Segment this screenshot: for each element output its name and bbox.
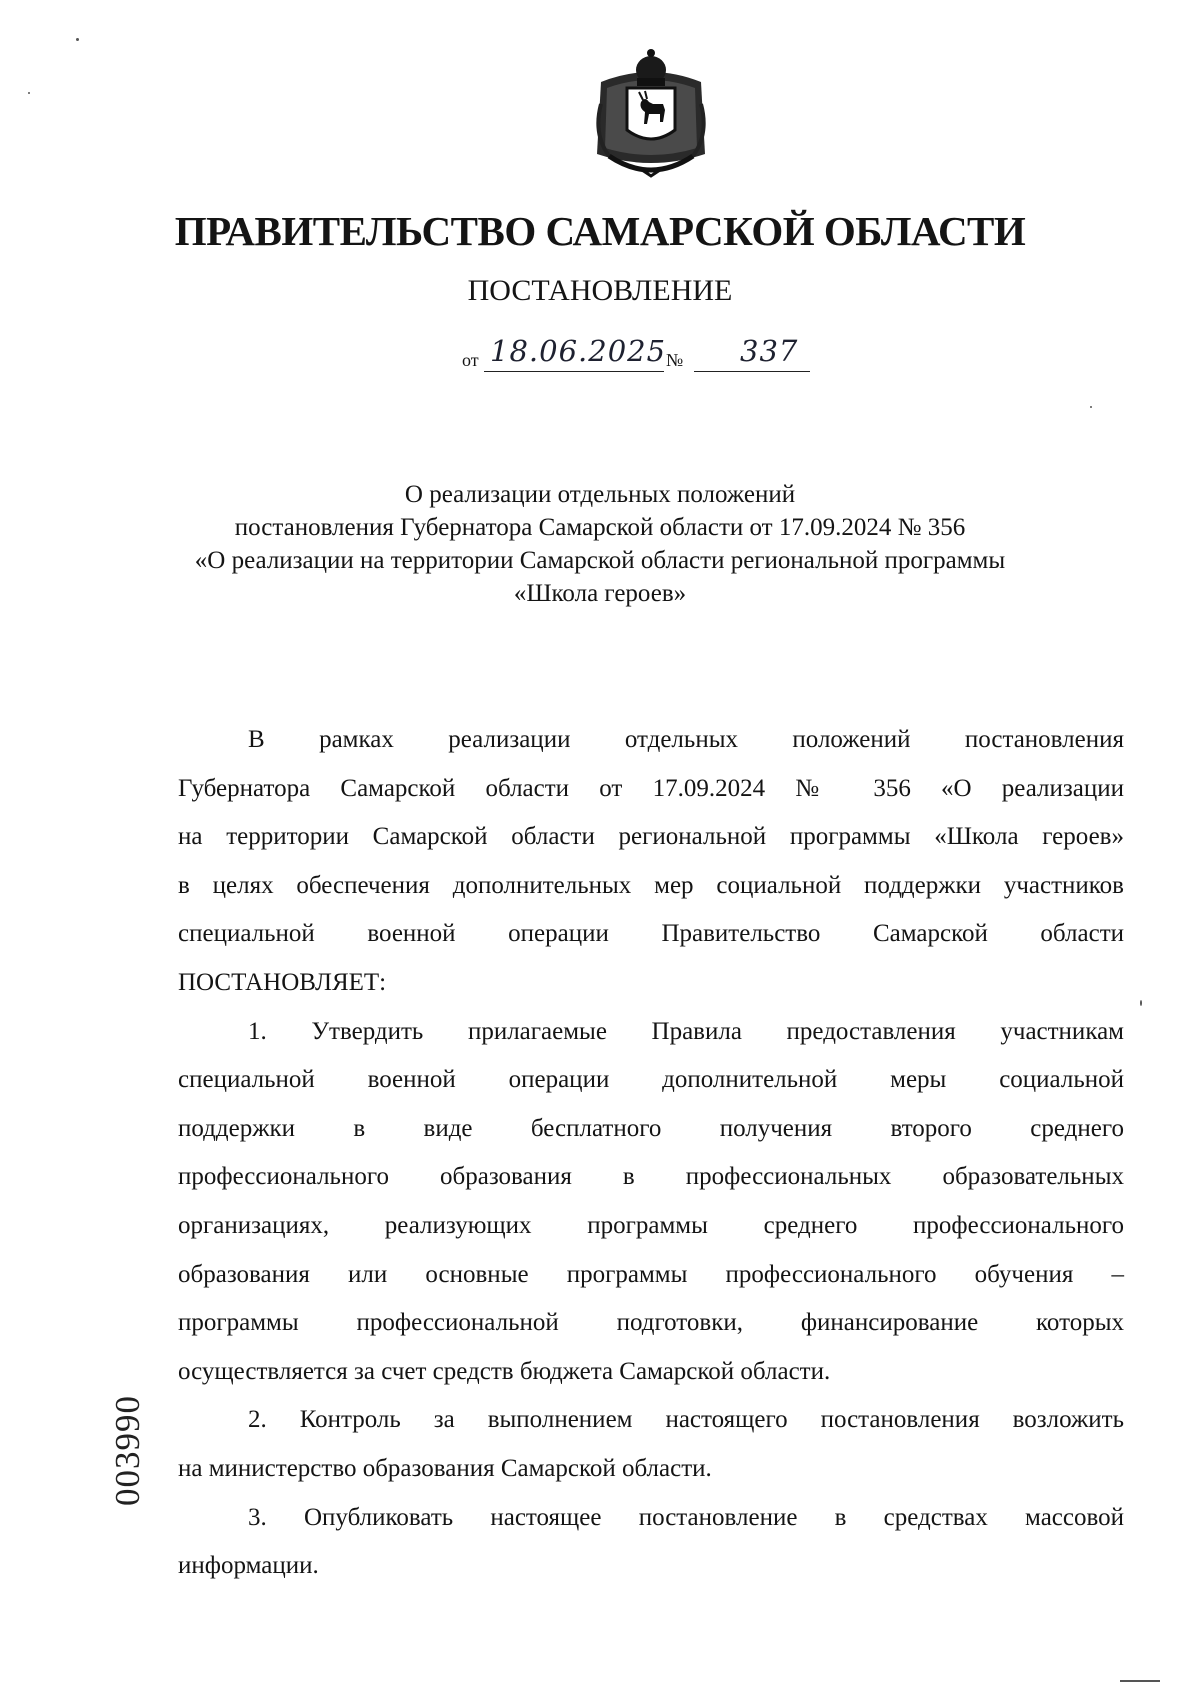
body-line: специальной военной операции Правительство Самарской области — [178, 920, 1124, 948]
body-line: 1. Утвердить прилагаемые Правила предоставления участникам — [248, 1017, 1124, 1045]
scan-speck — [76, 38, 79, 41]
preamble-paragraph — [178, 716, 1124, 1008]
number-prefix: № — [666, 350, 684, 370]
body-line: специальной военной операции дополнительной меры социальной — [178, 1066, 1124, 1094]
body-line: 3. Опубликовать настоящее постановление в средствах массовой — [248, 1503, 1124, 1531]
body-line: образования или основные программы профессионального обучения – — [178, 1260, 1124, 1288]
body-line: информации. — [178, 1552, 319, 1580]
organization-title: ПРАВИТЕЛЬСТВО САМАРСКОЙ ОБЛАСТИ — [174, 208, 1026, 254]
body-line: в целях обеспечения дополнительных мер социальной поддержки участников — [178, 871, 1124, 899]
body-line: ПОСТАНОВЛЯЕТ: — [178, 968, 387, 996]
clause-1-paragraph — [178, 1008, 1124, 1397]
number-underline — [694, 371, 810, 372]
subject-line: постановления Губернатора Самарской области от 17.09.2024 № 356 — [234, 514, 966, 541]
body-line: организациях, реализующих программы среднего профессионального — [178, 1211, 1124, 1239]
document-body — [178, 716, 1124, 1591]
clause-3-paragraph — [178, 1494, 1124, 1591]
body-line: Губернатора Самарской области от 17.09.2024 № 356 «О реализации — [178, 774, 1124, 802]
handwritten-date: 18.06.2025 — [490, 334, 667, 368]
body-line: на территории Самарской области региональной программы «Школа героев» — [178, 823, 1124, 851]
handwritten-number: 337 — [740, 334, 799, 368]
coat-of-arms-icon — [587, 44, 715, 180]
scan-speck — [1090, 406, 1092, 408]
clause-2-paragraph — [178, 1396, 1124, 1493]
body-line: В рамках реализации отдельных положений постановления — [248, 726, 1124, 753]
subject-line: «О реализации на территории Самарской области региональной программы — [194, 547, 1006, 574]
document-type: ПОСТАНОВЛЕНИЕ — [467, 274, 733, 307]
registration-stamp-number: 003990 — [108, 1395, 147, 1506]
scan-speck — [28, 92, 30, 94]
body-line: профессионального образования в профессиональных образовательных — [178, 1163, 1124, 1191]
date-prefix: от — [462, 350, 479, 370]
body-line: 2. Контроль за выполнением настоящего постановления возложить — [248, 1406, 1124, 1434]
subject-line: «Школа героев» — [513, 580, 687, 607]
scan-speck — [1140, 1000, 1142, 1006]
date-underline — [484, 371, 664, 372]
body-line: осуществляется за счет средств бюджета Самарской области. — [178, 1357, 831, 1385]
scan-speck — [1120, 1680, 1160, 1682]
body-line: на министерство образования Самарской области. — [178, 1454, 712, 1482]
body-line: программы профессиональной подготовки, финансирование которых — [178, 1309, 1124, 1337]
body-line: поддержки в виде бесплатного получения второго среднего — [178, 1114, 1124, 1142]
document-subject — [150, 478, 1050, 610]
subject-line: О реализации отдельных положений — [404, 481, 796, 508]
date-number-line — [462, 334, 862, 374]
